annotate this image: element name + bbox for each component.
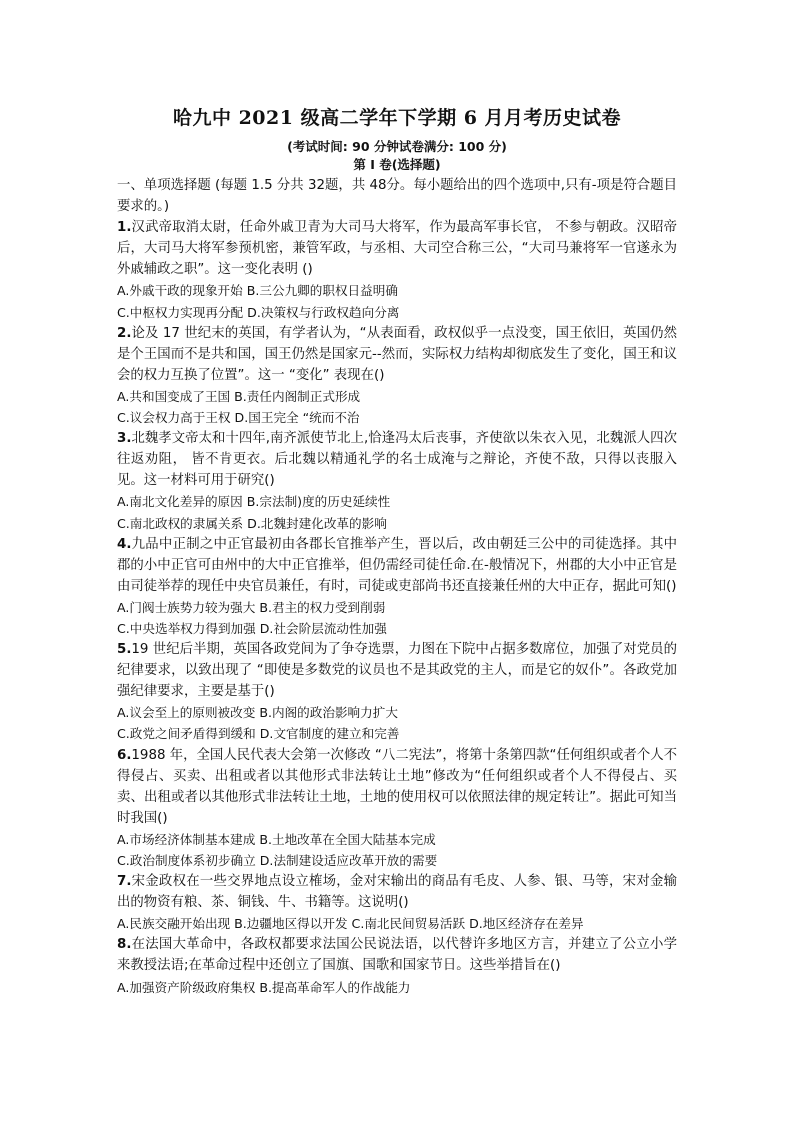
question-text: 在法国大革命中，各政权都要求法国公民说法语，以代替许多地区方言，并建立了公立小学来教授法语;在革命过程中还创立了国旗、国歌和国家节日。这些举措旨在() xyxy=(117,937,677,974)
question-number: 7. xyxy=(117,874,132,890)
answer-options: A.南北文化差异的原因 B.宗法制)度的历史延续性 xyxy=(117,494,391,510)
question-text: 宋金政权在一些交界地点设立榷场，金对宋输出的商品有毛皮、人参、银、马等，宋对金输出的物资有粮、茶、铜钱、牛、书籍等。这说明() xyxy=(117,874,677,911)
exam-title: 哈九中 2021 级高二学年下学期 6 月月考历史试卷 xyxy=(172,107,622,129)
answer-options: C.政党之间矛盾得到缓和 D.文官制度的建立和完善 xyxy=(117,726,400,742)
question-stem xyxy=(117,217,677,280)
answer-options: C.南北政权的隶属关系 D.北魏封建化改革的影响 xyxy=(117,515,387,531)
question-text: 北魏孝文帝太和十四年,南齐派使节北上,恰逢冯太后丧事，齐使欲以朱衣入见，北魏派人四次往返劝阻， 皆不肯更衣。后北魏以精通礼学的名士成淹与之辩论，齐使不敌，只得以丧服入见。这一材料可用于研究() xyxy=(117,431,677,489)
answer-options: C.中央选举权力得到加强 D.社会阶层流动性加强 xyxy=(117,620,387,636)
part-heading: 第 I 卷(选择题) xyxy=(353,157,441,172)
question-stem xyxy=(117,745,677,829)
question-number: 3. xyxy=(117,431,132,447)
question-stem xyxy=(117,534,677,597)
question-stem xyxy=(117,428,677,491)
answer-options: A.外戚干政的现象开始 B.三公九卿的职权日益明确 xyxy=(117,283,398,299)
answer-options: C.议会权力高于王权 D.国王完全 “统而不治 xyxy=(117,410,360,426)
question-stem xyxy=(117,639,677,702)
answer-options: A.市场经济体制基本建成 B.土地改革在全国大陆基本完成 xyxy=(117,831,436,847)
question-number: 4. xyxy=(117,536,132,552)
answer-options: A.加强资产阶级政府集权 B.提高革命军人的作战能力 xyxy=(117,979,411,995)
answer-options: C.中枢权力实现再分配 D.决策权与行政权趋向分离 xyxy=(117,304,400,320)
question-text: 九品中正制之中正官最初由各郡长官推举产生，晋以后，改由朝廷三公中的司徒选择。其中郡的小中正官可由州中的大中正官推举，但仍需经司徒任命.在-般情况下，州郡的大小中正官是由司徒举荐的现任中央官员兼任，有时，司徒或吏部尚书还直接兼任州的大中正存，据此可知() xyxy=(117,536,677,594)
question-number: 1. xyxy=(117,220,132,236)
question-number: 5. xyxy=(117,642,132,658)
question-number: 6. xyxy=(117,747,132,763)
answer-options: C.政治制度体系初步确立 D.法制建设适应改革开放的需要 xyxy=(117,853,438,868)
section-instruction: 一、单项选择题 (每题 1.5 分共 32题，共 48分。每小题给出的四个选项中,只有-项是符合题目要求的。) xyxy=(117,178,677,215)
question-stem xyxy=(117,871,677,913)
question-number: 8. xyxy=(117,937,132,953)
question-stem xyxy=(117,323,677,386)
question-text: 1988 年，全国人民代表大会第一次修改 “八二宪法”，将第十条第四款“任何组织或者个人不得侵占、买卖、出租或者以其他形式非法转让土地”修改为“任何组织或者个人不得侵占、买卖、出租或者以其他形式非法转让土地，土地的使用权可以依照法律的规定转让”。据此可知当时我国() xyxy=(117,747,677,826)
question-list xyxy=(117,175,677,998)
question-text: 汉武帝取消太尉，任命外戚卫青为大司马大将军，作为最高军事长官， 不参与朝政。汉昭帝后，大司马大将军参预机密，兼管军政，与丞相、大司空合称三公，“大司马兼将军一官遂永为外戚辅政之职”。这一变化表明 () xyxy=(117,220,677,278)
question-text: 19 世纪后半期，英国各政党间为了争夺选票，力图在下院中占据多数席位，加强了对党员的纪律要求，以致出现了 “即使是多数党的议员也不是其政党的主人，而是它的奴仆”。各政党加强纪律要求，主要是基于() xyxy=(117,642,677,700)
question-number: 2. xyxy=(117,325,132,341)
question-stem xyxy=(117,934,677,976)
answer-options: A.民族交融开始出现 B.边疆地区得以开发 C.南北民间贸易活跃 D.地区经济存在差异 xyxy=(117,916,584,932)
answer-options: A.门阀士族势力较为强大 B.君主的权力受到削弱 xyxy=(117,599,386,615)
answer-options: A.共和国变成了王国 B.责任内阁制正式形成 xyxy=(117,388,361,404)
exam-time-info: (考试时间: 90 分钟试卷满分: 100 分) xyxy=(287,139,507,154)
question-text: 论及 17 世纪末的英国，有学者认为，“从表面看，政权似乎一点没变，国王依旧，英国仍然是个王国而不是共和国，国王仍然是国家元--然而，实际权力结构却彻底发生了变化，国王和议会的权力互换了位置”。这一 “变化” 表现在() xyxy=(117,325,677,383)
answer-options: A.议会至上的原则被改变 B.内阁的政治影响力扩大 xyxy=(117,705,398,721)
